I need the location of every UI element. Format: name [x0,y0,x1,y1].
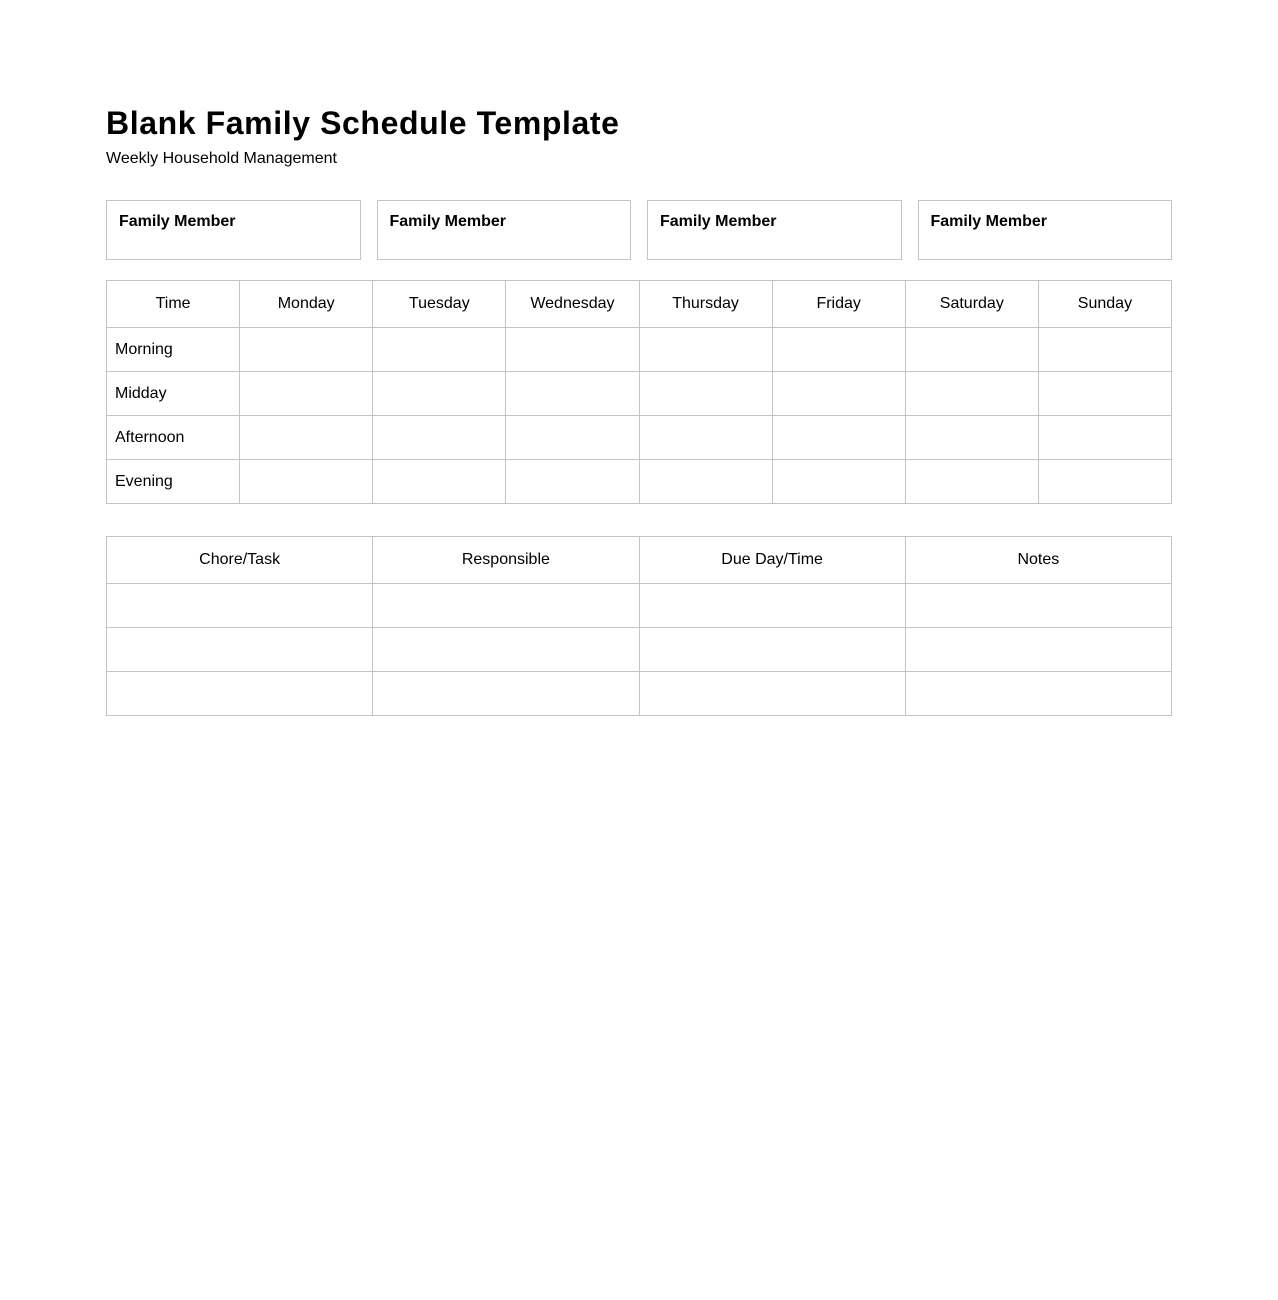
schedule-row-midday [107,372,1172,416]
chores-header-row [107,537,1172,584]
schedule-cell[interactable] [1038,460,1171,504]
schedule-row-evening [107,460,1172,504]
family-member-box[interactable] [918,200,1173,260]
chores-row [107,584,1172,628]
schedule-cell[interactable] [506,416,639,460]
chore-task-cell[interactable] [107,584,373,628]
time-slot-label: Midday [107,372,240,416]
schedule-cell[interactable] [905,460,1038,504]
column-header-due-day-time: Due Day/Time [639,537,905,584]
schedule-cell[interactable] [772,460,905,504]
schedule-cell[interactable] [240,328,373,372]
schedule-cell[interactable] [772,372,905,416]
schedule-cell[interactable] [373,372,506,416]
schedule-cell[interactable] [240,416,373,460]
family-member-label: Family Member [119,213,236,230]
notes-cell[interactable] [905,628,1171,672]
due-day-time-cell[interactable] [639,628,905,672]
schedule-cell[interactable] [772,416,905,460]
column-header-friday: Friday [772,281,905,328]
column-header-tuesday: Tuesday [373,281,506,328]
chore-task-cell[interactable] [107,672,373,716]
column-header-sunday: Sunday [1038,281,1171,328]
schedule-cell[interactable] [905,416,1038,460]
schedule-cell[interactable] [506,328,639,372]
time-slot-label: Evening [107,460,240,504]
column-header-notes: Notes [905,537,1171,584]
responsible-cell[interactable] [373,584,639,628]
schedule-cell[interactable] [506,460,639,504]
schedule-cell[interactable] [373,416,506,460]
schedule-cell[interactable] [772,328,905,372]
weekly-schedule-table [106,280,1172,504]
page-title: Blank Family Schedule Template [106,105,620,141]
schedule-template-page [106,104,1172,716]
schedule-cell[interactable] [1038,328,1171,372]
schedule-cell[interactable] [639,460,772,504]
schedule-cell[interactable] [639,328,772,372]
notes-cell[interactable] [905,672,1171,716]
column-header-monday: Monday [240,281,373,328]
time-slot-label: Afternoon [107,416,240,460]
column-header-saturday: Saturday [905,281,1038,328]
chores-row [107,628,1172,672]
schedule-cell[interactable] [639,416,772,460]
family-member-label: Family Member [389,213,506,230]
column-header-wednesday: Wednesday [506,281,639,328]
responsible-cell[interactable] [373,628,639,672]
time-slot-label: Morning [107,328,240,372]
chores-table [106,536,1172,716]
schedule-cell[interactable] [373,460,506,504]
column-header-thursday: Thursday [639,281,772,328]
schedule-header-row [107,281,1172,328]
schedule-cell[interactable] [1038,416,1171,460]
family-member-box[interactable] [377,200,632,260]
schedule-cell[interactable] [240,372,373,416]
page-subtitle: Weekly Household Management [106,150,337,167]
family-member-box[interactable] [106,200,361,260]
schedule-cell[interactable] [373,328,506,372]
family-member-box[interactable] [647,200,902,260]
due-day-time-cell[interactable] [639,584,905,628]
schedule-cell[interactable] [639,372,772,416]
schedule-cell[interactable] [240,460,373,504]
column-header-time: Time [107,281,240,328]
schedule-row-afternoon [107,416,1172,460]
chore-task-cell[interactable] [107,628,373,672]
chores-row [107,672,1172,716]
column-header-chore-task: Chore/Task [107,537,373,584]
family-member-label: Family Member [660,213,777,230]
family-member-label: Family Member [930,213,1047,230]
responsible-cell[interactable] [373,672,639,716]
schedule-cell[interactable] [506,372,639,416]
family-members-row [106,200,1172,260]
schedule-cell[interactable] [1038,372,1171,416]
notes-cell[interactable] [905,584,1171,628]
column-header-responsible: Responsible [373,537,639,584]
schedule-cell[interactable] [905,372,1038,416]
due-day-time-cell[interactable] [639,672,905,716]
schedule-cell[interactable] [905,328,1038,372]
schedule-row-morning [107,328,1172,372]
